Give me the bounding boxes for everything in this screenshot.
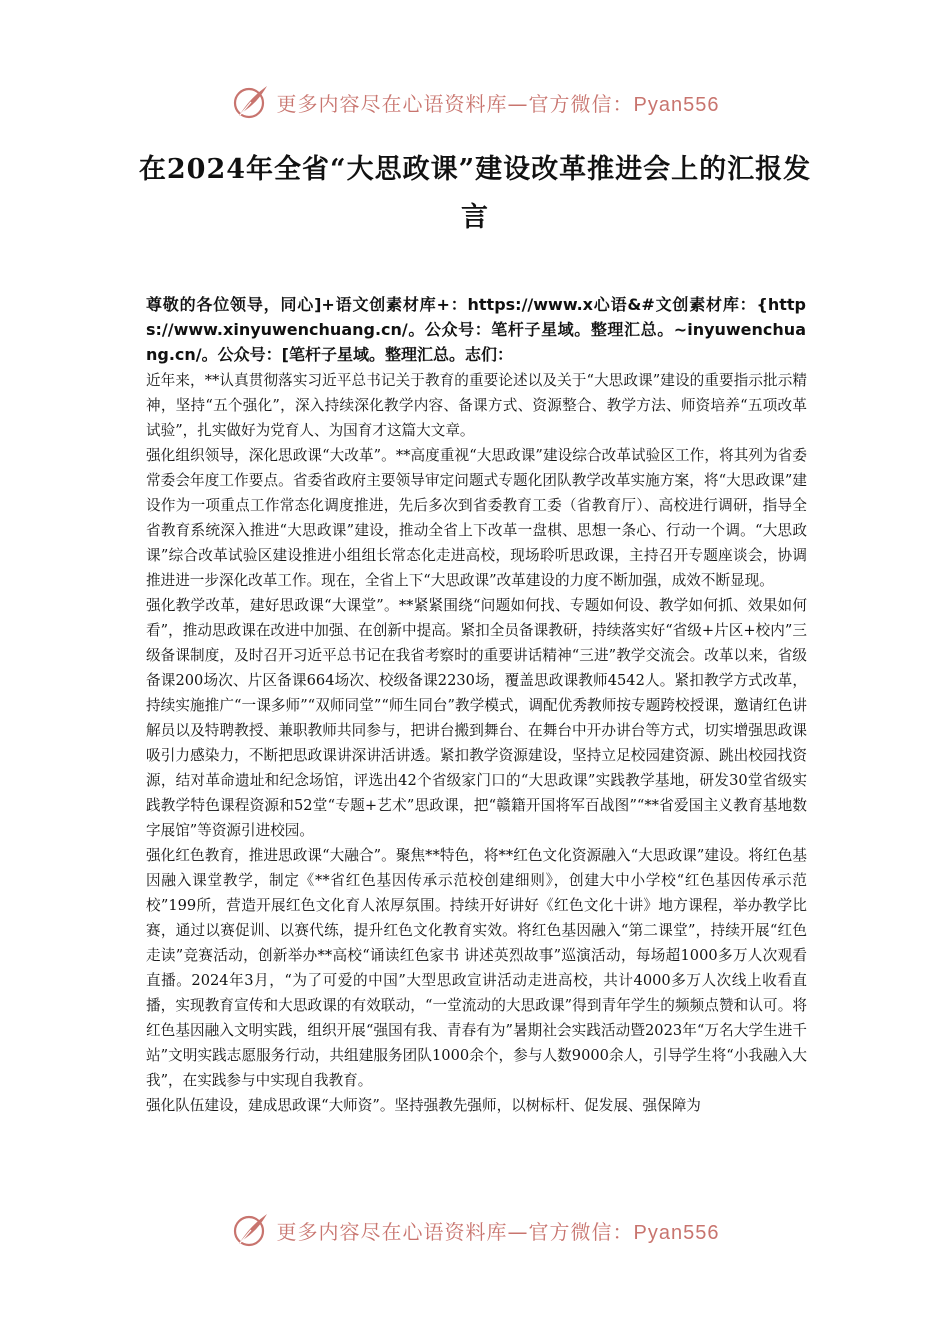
footer-banner — [0, 1208, 950, 1252]
document-title: 在2024年全省“大思政课”建设改革推进会上的汇报发言 — [138, 154, 812, 233]
wechat-id: Pyan556 — [633, 1221, 720, 1244]
paragraph: 近年来，**认真贯彻落实习近平总书记关于教育的重要论述以及关于“大思政课”建设的重要指示批示精神，坚持“五个强化”，深入持续深化教学内容、备课方式、资源整合、教学方法、师资培养“五项改革试验”，扎实做好为党育人、为国育才这篇大文章。 — [146, 372, 807, 439]
salutation: 尊敬的各位领导，同心]+语文创素材库+：https://www.x心语&#文创素材库：{https://www.xinyuwenchuang.cn/。公众号：笔杆子星域。整理汇总。~inyuwenchuang.cn/。公众号：[笔杆子星域。整理汇总。志们： — [146, 295, 806, 364]
paragraph: 强化教学改革，建好思政课“大课堂”。**紧紧围绕“问题如何找、专题如何设、教学如何抓、效果如何看”，推动思政课在改进中加强、在创新中提高。紧扣全员备课教研，持续落实好“省级+片区+校内”三级备课制度，及时召开习近平总书记在我省考察时的重要讲话精神“三进”教学交流会。改革以来，省级备课200场次、片区备课664场次、校级备课2230场，覆盖思政课教师4542人。紧扣教学方式改革，持续实施推广“一课多师”“双师同堂”“师生同台”教学模式，调配优秀教师按专题跨校授课，邀请红色讲解员以及特聘教授、兼职教师共同参与，把讲台搬到舞台、在舞台中开办讲台等方式，切实增强思政课吸引力感染力，不断把思政课讲深讲活讲透。紧扣教学资源建设，坚持立足校园建资源、跳出校园找资源，结对革命遗址和纪念场馆，评选出42个省级家门口的“大思政课”实践教学基地，研发30堂省级实践教学特色课程资源和52堂“专题+艺术”思政课，把“赣籍开国将军百战图”“**省爱国主义教育基地数字展馆”等资源引进校园。 — [146, 597, 807, 839]
document-body — [146, 368, 807, 1118]
wechat-id: Pyan556 — [633, 93, 720, 116]
banner-text: 更多内容尽在心语资料库—官方微信：Pyan556 — [276, 91, 720, 116]
banner-text: 更多内容尽在心语资料库—官方微信：Pyan556 — [276, 1219, 720, 1244]
paragraph: 强化队伍建设，建成思政课“大师资”。坚持强教先强师，以树标杆、促发展、强保障为 — [146, 1097, 701, 1114]
quill-pen-logo-icon — [231, 82, 271, 122]
quill-pen-logo-icon — [231, 1210, 271, 1250]
paragraph: 强化组织领导，深化思政课“大改革”。**高度重视“大思政课”建设综合改革试验区工作，将其列为省委常委会年度工作要点。省委省政府主要领导审定问题式专题化团队教学改革实施方案，将“大思政课”建设作为一项重点工作常态化调度推进，先后多次到省委教育工委（省教育厅）、高校进行调研，指导全省教育系统深入推进“大思政课”建设，推动全省上下改革一盘棋、思想一条心、行动一个调。“大思政课”综合改革试验区建设推进小组组长常态化走进高校，现场聆听思政课，主持召开专题座谈会，协调推进进一步深化改革工作。现在，全省上下“大思政课”改革建设的力度不断加强，成效不断显现。 — [146, 447, 807, 589]
paragraph: 强化红色教育，推进思政课“大融合”。聚焦**特色，将**红色文化资源融入“大思政课”建设。将红色基因融入课堂教学，制定《**省红色基因传承示范校创建细则》，创建大中小学校“红色基因传承示范校”199所，营造开展红色文化育人浓厚氛围。持续开好讲好《红色文化十讲》地方课程，举办教学比赛，通过以赛促训、以赛代练，提升红色文化教育实效。将红色基因融入“第二课堂”，持续开展“红色走读”竞赛活动，创新举办**高校“诵读红色家书 讲述英烈故事”巡演活动，每场超1000多万人次观看直播。2024年3月，“为了可爱的中国”大型思政宣讲活动走进高校，共计4000多万人次线上收看直播，实现教育宣传和大思政课的有效联动，“一堂流动的大思政课”得到青年学生的频频点赞和认可。将红色基因融入文明实践，组织开展“强国有我、青春有为”暑期社会实践活动暨2023年“万名大学生进千站”文明实践志愿服务行动，共组建服务团队1000余个，参与人数9000余人，引导学生将“小我融入大我”，在实践参与中实现自我教育。 — [146, 847, 807, 1089]
header-banner — [0, 80, 950, 124]
